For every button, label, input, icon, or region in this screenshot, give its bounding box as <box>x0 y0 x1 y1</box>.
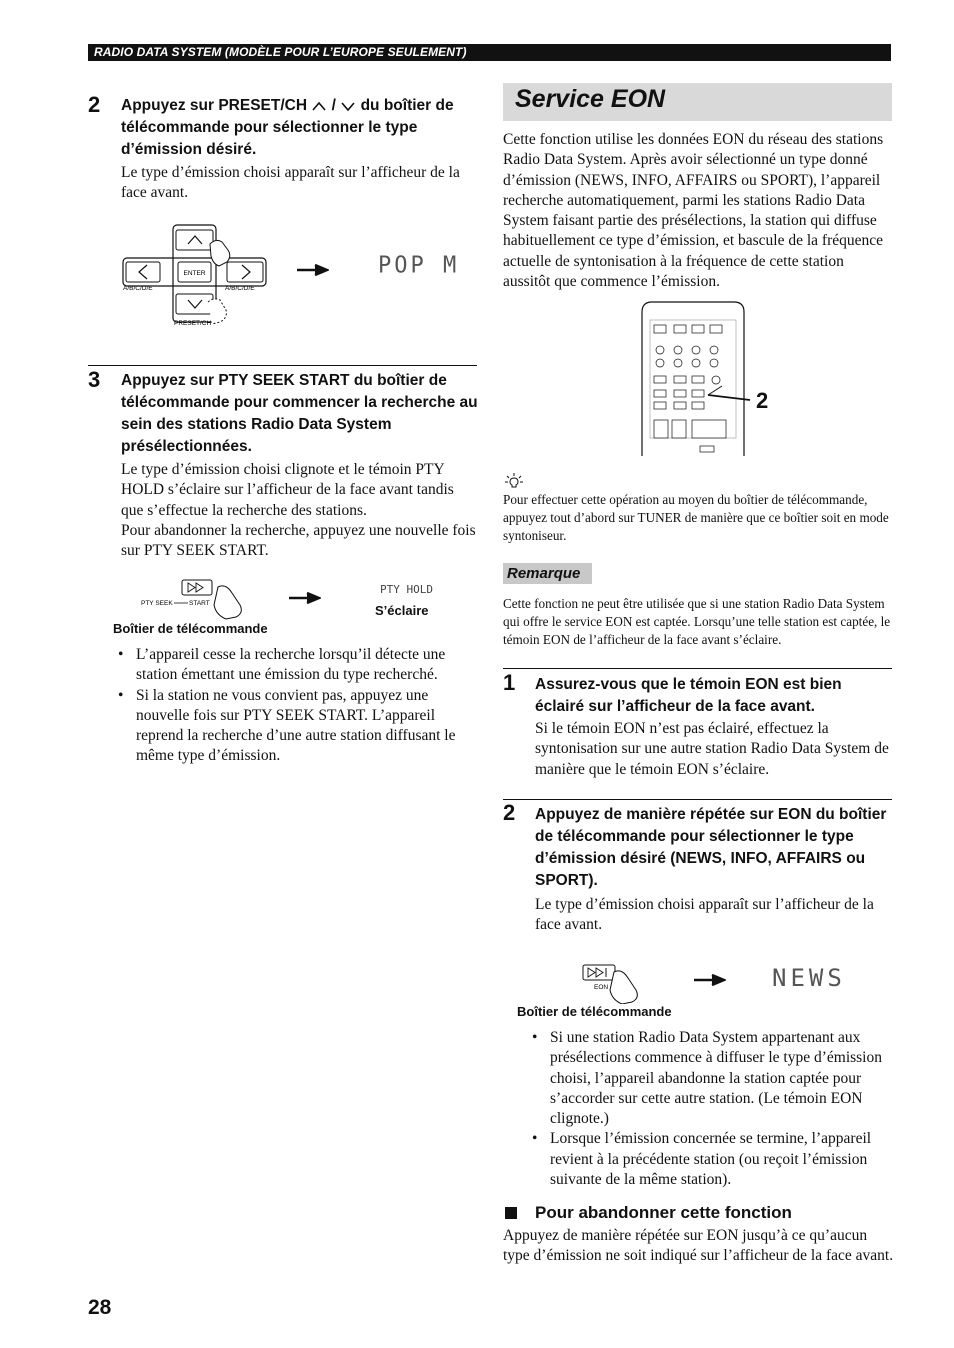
remarque-badge <box>503 563 592 584</box>
left-step2-heading-line2: télécommande pour sélectionner le type <box>121 119 418 136</box>
left-step3-bullets <box>114 645 479 767</box>
right-step1-body: Si le témoin EON n’est pas éclairé, effectuez la syntonisation sur une autre station Radio Data System de manière que le témoin EON s’éclaire. <box>535 720 889 778</box>
right-step2-body: Le type d’émission choisi apparaît sur l’afficheur de la face avant. <box>535 896 874 934</box>
right-intro: Cette fonction utilise les données EON du réseau des stations Radio Data System. Après avoir sélectionné un type donné d’émission (NEWS, INFO, AFFAIRS ou SPORT), l’appareil recherche automatiquement, parmi les stations Radio Data System faisant partie des présélections, la station qui diffuse habituellement ce type d’émission, et bascule de la fréquence actuelle de syntonisation à la fréquence de cette station aussitôt que commence l’émission. <box>503 131 884 291</box>
right-step1-heading: Assurez-vous que le témoin EON est bien éclairé sur l’afficheur de la face avant. <box>535 676 842 715</box>
right-step1-number: 1 <box>503 670 516 695</box>
pty-seek-button-illustration <box>140 577 250 621</box>
list-item: • L’appareil cesse la recherche lorsqu’il détecte une station émettant une émission du type recherché. <box>114 645 479 686</box>
remarque-text: Cette fonction ne peut être utilisée que si une station Radio Data System qui offre le service EON est captée. Lorsqu’une telle station est captée, le témoin EON de l’afficheur de la face avant s’éclaire. <box>503 596 891 648</box>
left-step2-heading-part1: Appuyez sur PRESET/CH <box>121 97 308 114</box>
section-title: Service EON <box>515 85 666 113</box>
front-display-caption: S’éclaire <box>375 603 429 618</box>
divider <box>88 365 477 366</box>
right-step2-bullets <box>528 1028 892 1190</box>
section-header-bar <box>88 44 891 61</box>
chevron-down-icon <box>340 100 356 112</box>
left-step2-body: Le type d’émission choisi apparaît sur l’afficheur de la face avant. <box>121 164 460 202</box>
list-item: • Lorsque l’émission concernée se termine, l’appareil revient à la précédente station (ou reçoit l’émission suivante de la même station). <box>528 1129 892 1190</box>
preset-ch-label: PRESET/CH <box>174 320 212 327</box>
tip-text: Pour effectuer cette opération au moyen du boîtier de télécommande, appuyez tout d’abord sur TUNER de manière que ce boîtier soit en mode syntoniseur. <box>503 492 889 544</box>
remote-callout-number: 2 <box>756 388 769 413</box>
left-step3-body2: Pour abandonner la recherche, appuyez une nouvelle fois sur PTY SEEK START. <box>121 522 476 560</box>
divider <box>503 668 892 669</box>
section-header-title: RADIO DATA SYSTEM (MODÈLE POUR L’EUROPE SEULEMENT) <box>94 45 467 59</box>
left-step2-heading-sep: / <box>331 97 336 114</box>
cursor-right-label: A/B/C/D/E <box>225 285 255 292</box>
square-bullet-icon <box>505 1207 517 1219</box>
cursor-pad-illustration <box>118 222 278 330</box>
left-step2-heading-part2: du boîtier de <box>360 97 454 114</box>
left-step3-body1: Le type d’émission choisi clignote et le témoin PTY HOLD s’éclaire sur l’afficheur de la face avant tandis que s’effectue la recherche des stations. <box>121 461 454 519</box>
page-number: 28 <box>88 1296 112 1319</box>
right-step2-heading: Appuyez de manière répétée sur EON du boîtier de télécommande pour sélectionner le type d’émission désiré (NEWS, INFO, AFFAIRS ou SPORT). <box>535 806 887 889</box>
left-step2-heading <box>121 95 481 161</box>
start-label: START <box>189 600 210 607</box>
tip-icon <box>505 473 523 489</box>
remote-control-illustration <box>636 300 776 456</box>
left-step3-heading: Appuyez sur PTY SEEK START du boîtier de télécommande pour commencer la recherche au sein des stations Radio Data System présélectionnées. <box>121 372 478 455</box>
arrow-right-icon <box>694 974 726 986</box>
front-display-news: NEWS <box>772 964 846 992</box>
pty-seek-label: PTY SEEK <box>141 600 173 607</box>
abandon-heading: Pour abandonner cette fonction <box>535 1203 792 1222</box>
abandon-body: Appuyez de manière répétée sur EON jusqu’à ce qu’aucun type d’émission ne soit indiqué sur l’afficheur de la face avant. <box>503 1227 894 1265</box>
enter-key-label: ENTER <box>183 270 206 277</box>
remarque-label: Remarque <box>507 565 581 582</box>
cursor-left-label: A/B/C/D/E <box>123 285 153 292</box>
left-step3-fig-caption: Boîtier de télécommande <box>113 621 268 636</box>
section-title-box <box>503 83 892 121</box>
left-step2-number: 2 <box>88 92 101 117</box>
left-step2-heading-line3: d’émission désiré. <box>121 141 257 158</box>
eon-button-illustration <box>578 962 648 1004</box>
front-display-pty-hold: PTY HOLD <box>380 583 433 596</box>
arrow-right-icon <box>297 264 329 276</box>
list-item: • Si la station ne vous convient pas, appuyez une nouvelle fois sur PTY SEEK START. L’appareil reprend la recherche d’une autre station diffusant le même type d’émission. <box>114 686 479 767</box>
eon-key-label: EON <box>594 984 609 991</box>
right-step2-fig-caption: Boîtier de télécommande <box>517 1004 672 1019</box>
divider <box>503 799 892 800</box>
list-item: • Si une station Radio Data System appartenant aux présélections commence à diffuser le type d’émission choisi, l’appareil abandonne la station captée pour s’accorder sur cette autre station. (Le témoin EON clignote.) <box>528 1028 892 1129</box>
right-step2-number: 2 <box>503 800 516 825</box>
front-display-pop-m: POP M <box>378 252 460 279</box>
chevron-up-icon <box>311 100 327 112</box>
left-step3-number: 3 <box>88 367 101 392</box>
arrow-right-icon <box>289 592 321 604</box>
